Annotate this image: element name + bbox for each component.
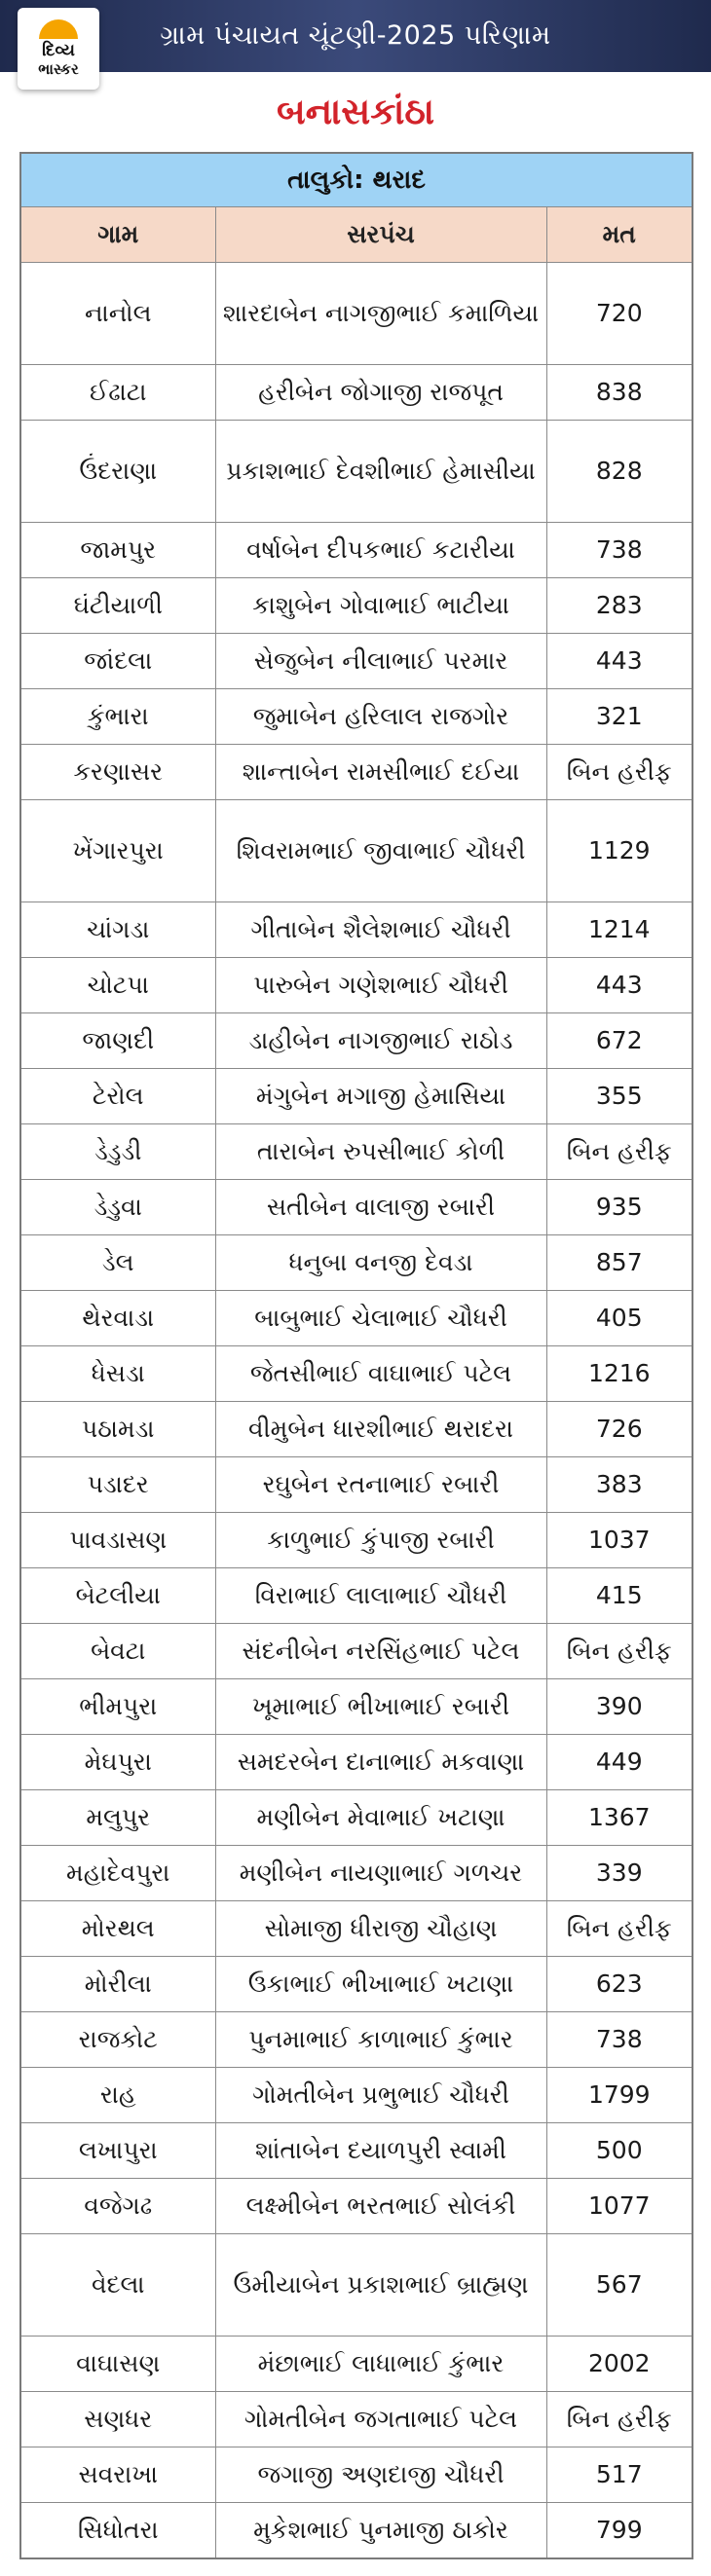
votes-cell: બિન હરીફ xyxy=(546,1124,692,1180)
village-cell: ખેંગારપુરા xyxy=(20,800,215,902)
sarpanch-cell: સોમાજી ધીરાજી ચૌહાણ xyxy=(215,1901,546,1957)
votes-cell: 567 xyxy=(546,2234,692,2337)
votes-cell: 449 xyxy=(546,1735,692,1790)
votes-cell: બિન હરીફ xyxy=(546,1901,692,1957)
table-row xyxy=(20,902,692,958)
sarpanch-cell: શાંતાબેન દયાળપુરી સ્વામી xyxy=(215,2123,546,2179)
village-cell: મોરીલા xyxy=(20,1957,215,2012)
sarpanch-cell: વર્ષાબેન દીપકભાઈ કટારીયા xyxy=(215,523,546,578)
table-row xyxy=(20,1901,692,1957)
votes-cell: 415 xyxy=(546,1568,692,1624)
votes-cell: 623 xyxy=(546,1957,692,2012)
votes-cell: 1367 xyxy=(546,1790,692,1846)
votes-cell: 828 xyxy=(546,421,692,523)
table-row xyxy=(20,578,692,634)
table-row xyxy=(20,1346,692,1402)
village-cell: વેદલા xyxy=(20,2234,215,2337)
village-cell: મહાદેવપુરા xyxy=(20,1846,215,1901)
village-cell: બેટલીયા xyxy=(20,1568,215,1624)
sarpanch-cell: પુનમાભાઈ કાળાભાઈ કુંભાર xyxy=(215,2012,546,2068)
votes-cell: 1077 xyxy=(546,2179,692,2234)
votes-cell: 500 xyxy=(546,2123,692,2179)
votes-cell: 1214 xyxy=(546,902,692,958)
table-row xyxy=(20,800,692,902)
table-row xyxy=(20,1513,692,1568)
village-cell: જાણદી xyxy=(20,1013,215,1069)
table-row xyxy=(20,1013,692,1069)
taluko-label: તાલુકો: થરાદ xyxy=(20,153,692,207)
results-table-body xyxy=(20,263,692,2559)
sarpanch-cell: સંદનીબેન નરસિંહભાઈ પટેલ xyxy=(215,1624,546,1679)
votes-cell: બિન હરીફ xyxy=(546,1624,692,1679)
header-bar xyxy=(0,0,711,78)
votes-cell: 443 xyxy=(546,958,692,1013)
table-row xyxy=(20,1735,692,1790)
sarpanch-cell: તારાબેન રુપસીભાઈ કોળી xyxy=(215,1124,546,1180)
table-row xyxy=(20,1457,692,1513)
votes-cell: 2002 xyxy=(546,2337,692,2392)
sarpanch-cell: સતીબેન વાલાજી રબારી xyxy=(215,1180,546,1235)
votes-cell: 738 xyxy=(546,2012,692,2068)
votes-cell: 738 xyxy=(546,523,692,578)
village-cell: પઠામડા xyxy=(20,1402,215,1457)
sarpanch-cell: કાળુભાઈ કુંપાજી રબારી xyxy=(215,1513,546,1568)
village-cell: ડેડુવા xyxy=(20,1180,215,1235)
sarpanch-cell: રઘુબેન રતનાભાઈ રબારી xyxy=(215,1457,546,1513)
sarpanch-cell: વીમુબેન ધારશીભાઈ થરાદરા xyxy=(215,1402,546,1457)
votes-cell: 443 xyxy=(546,634,692,689)
table-row xyxy=(20,958,692,1013)
votes-cell: 1037 xyxy=(546,1513,692,1568)
village-cell: ઈઢાટા xyxy=(20,365,215,421)
votes-cell: 355 xyxy=(546,1069,692,1124)
table-row xyxy=(20,1235,692,1291)
table-row xyxy=(20,1402,692,1457)
sarpanch-cell: જગાજી અણદાજી ચૌધરી xyxy=(215,2447,546,2503)
table-row xyxy=(20,2123,692,2179)
sarpanch-cell: હરીબેન જોગાજી રાજપૂત xyxy=(215,365,546,421)
table-row xyxy=(20,1069,692,1124)
sarpanch-cell: જુમાબેન હરિલાલ રાજગોર xyxy=(215,689,546,745)
village-cell: સણધર xyxy=(20,2392,215,2447)
village-cell: ટેરોલ xyxy=(20,1069,215,1124)
column-header-sarpanch: સરપંચ xyxy=(215,207,546,263)
table-row xyxy=(20,1957,692,2012)
table-row xyxy=(20,2068,692,2123)
results-table-wrapper xyxy=(0,152,711,2559)
village-cell: કુંભારા xyxy=(20,689,215,745)
table-row xyxy=(20,2447,692,2503)
table-row xyxy=(20,1846,692,1901)
logo-text-line1: દિવ્ય xyxy=(42,41,75,60)
votes-cell: 1129 xyxy=(546,800,692,902)
taluko-header-row xyxy=(20,153,692,207)
village-cell: વજેગઢ xyxy=(20,2179,215,2234)
village-cell: ડેલ xyxy=(20,1235,215,1291)
table-row xyxy=(20,2337,692,2392)
column-header-village: ગામ xyxy=(20,207,215,263)
votes-cell: 283 xyxy=(546,578,692,634)
table-row xyxy=(20,2179,692,2234)
village-cell: ધેસડા xyxy=(20,1346,215,1402)
district-title: બનાસકાંઠા xyxy=(276,91,435,132)
village-cell: જાંદલા xyxy=(20,634,215,689)
sarpanch-cell: શિવરામભાઈ જીવાભાઈ ચૌધરી xyxy=(215,800,546,902)
votes-cell: 517 xyxy=(546,2447,692,2503)
votes-cell: 383 xyxy=(546,1457,692,1513)
table-row xyxy=(20,365,692,421)
village-cell: ભીમપુરા xyxy=(20,1679,215,1735)
table-row xyxy=(20,2234,692,2337)
sarpanch-cell: મણીબેન મેવાભાઈ ખટાણા xyxy=(215,1790,546,1846)
sarpanch-cell: શારદાબેન નાગજીભાઈ કમાળિયા xyxy=(215,263,546,365)
sarpanch-cell: જેતસીભાઈ વાઘાભાઈ પટેલ xyxy=(215,1346,546,1402)
sarpanch-cell: સેજુબેન નીલાભાઈ પરમાર xyxy=(215,634,546,689)
sarpanch-cell: ગોમતીબેન પ્રભુભાઈ ચૌધરી xyxy=(215,2068,546,2123)
votes-cell: બિન હરીફ xyxy=(546,745,692,800)
village-cell: બેવટા xyxy=(20,1624,215,1679)
village-cell: લખાપુરા xyxy=(20,2123,215,2179)
sun-icon xyxy=(39,19,78,39)
table-row xyxy=(20,2012,692,2068)
village-cell: નાનોલ xyxy=(20,263,215,365)
sarpanch-cell: ઉમીયાબેન પ્રકાશભાઈ બ્રાહ્મણ xyxy=(215,2234,546,2337)
table-row xyxy=(20,1679,692,1735)
sarpanch-cell: શાન્તાબેન રામસીભાઈ દઈયા xyxy=(215,745,546,800)
sarpanch-cell: પ્રકાશભાઈ દેવશીભાઈ હેમાસીયા xyxy=(215,421,546,523)
sarpanch-cell: ગોમતીબેન જગતાભાઈ પટેલ xyxy=(215,2392,546,2447)
sarpanch-cell: પારુબેન ગણેશભાઈ ચૌધરી xyxy=(215,958,546,1013)
village-cell: પડાદર xyxy=(20,1457,215,1513)
table-row xyxy=(20,689,692,745)
village-cell: ચાંગડા xyxy=(20,902,215,958)
sarpanch-cell: ઉકાભાઈ ભીખાભાઈ ખટાણા xyxy=(215,1957,546,2012)
table-row xyxy=(20,2503,692,2559)
village-cell: કરણાસર xyxy=(20,745,215,800)
village-cell: સિધોતરા xyxy=(20,2503,215,2559)
votes-cell: 935 xyxy=(546,1180,692,1235)
village-cell: રાજકોટ xyxy=(20,2012,215,2068)
sarpanch-cell: ડાહીબેન નાગજીભાઈ રાઠોડ xyxy=(215,1013,546,1069)
votes-cell: 838 xyxy=(546,365,692,421)
table-row xyxy=(20,634,692,689)
sarpanch-cell: બાબુભાઈ ચેલાભાઈ ચૌધરી xyxy=(215,1291,546,1346)
sarpanch-cell: મણીબેન નાયણાભાઈ ગળચર xyxy=(215,1846,546,1901)
village-cell: મલુપુર xyxy=(20,1790,215,1846)
table-row xyxy=(20,1291,692,1346)
sarpanch-cell: ગીતાબેન શૈલેશભાઈ ચૌધરી xyxy=(215,902,546,958)
divya-bhaskar-logo xyxy=(18,8,99,90)
table-row xyxy=(20,523,692,578)
village-cell: થેરવાડા xyxy=(20,1291,215,1346)
table-row xyxy=(20,1568,692,1624)
table-row xyxy=(20,263,692,365)
sarpanch-cell: લક્ષ્મીબેન ભરતભાઈ સોલંકી xyxy=(215,2179,546,2234)
results-table xyxy=(19,152,693,2559)
village-cell: સવરાખા xyxy=(20,2447,215,2503)
village-cell: મોરથલ xyxy=(20,1901,215,1957)
village-cell: રાહ xyxy=(20,2068,215,2123)
page-title: ગ્રામ પંચાયત ચૂંટણી-2025 પરિણામ xyxy=(160,20,551,51)
village-cell: ડેડુડી xyxy=(20,1124,215,1180)
votes-cell: 720 xyxy=(546,263,692,365)
votes-cell: 672 xyxy=(546,1013,692,1069)
table-row xyxy=(20,421,692,523)
sarpanch-cell: મંછાભાઈ લાધાભાઈ કુંભાર xyxy=(215,2337,546,2392)
table-row xyxy=(20,1124,692,1180)
sarpanch-cell: સમદરબેન દાનાભાઈ મકવાણા xyxy=(215,1735,546,1790)
table-row xyxy=(20,1180,692,1235)
village-cell: મેઘપુરા xyxy=(20,1735,215,1790)
sarpanch-cell: કાશુબેન ગોવાભાઈ ભાટીયા xyxy=(215,578,546,634)
sarpanch-cell: ધનુબા વનજી દેવડા xyxy=(215,1235,546,1291)
votes-cell: બિન હરીફ xyxy=(546,2392,692,2447)
column-header-votes: મત xyxy=(546,207,692,263)
votes-cell: 1216 xyxy=(546,1346,692,1402)
sarpanch-cell: ખૂમાભાઈ ભીખાભાઈ રબારી xyxy=(215,1679,546,1735)
village-cell: પાવડાસણ xyxy=(20,1513,215,1568)
sarpanch-cell: મંગુબેન મગાજી હેમાસિયા xyxy=(215,1069,546,1124)
village-cell: ઘંટીયાળી xyxy=(20,578,215,634)
village-cell: જામપુર xyxy=(20,523,215,578)
village-cell: ઉંદરાણા xyxy=(20,421,215,523)
votes-cell: 405 xyxy=(546,1291,692,1346)
votes-cell: 799 xyxy=(546,2503,692,2559)
table-row xyxy=(20,2392,692,2447)
table-row xyxy=(20,1624,692,1679)
village-cell: ચોટપા xyxy=(20,958,215,1013)
votes-cell: 339 xyxy=(546,1846,692,1901)
table-row xyxy=(20,1790,692,1846)
votes-cell: 857 xyxy=(546,1235,692,1291)
column-header-row xyxy=(20,207,692,263)
sarpanch-cell: વિરાભાઈ લાલાભાઈ ચૌધરી xyxy=(215,1568,546,1624)
votes-cell: 1799 xyxy=(546,2068,692,2123)
votes-cell: 321 xyxy=(546,689,692,745)
votes-cell: 390 xyxy=(546,1679,692,1735)
votes-cell: 726 xyxy=(546,1402,692,1457)
table-row xyxy=(20,745,692,800)
logo-text-line2: ભાસ્કર xyxy=(38,60,79,78)
sarpanch-cell: મુકેશભાઈ પુનમાજી ઠાકોર xyxy=(215,2503,546,2559)
village-cell: વાઘાસણ xyxy=(20,2337,215,2392)
